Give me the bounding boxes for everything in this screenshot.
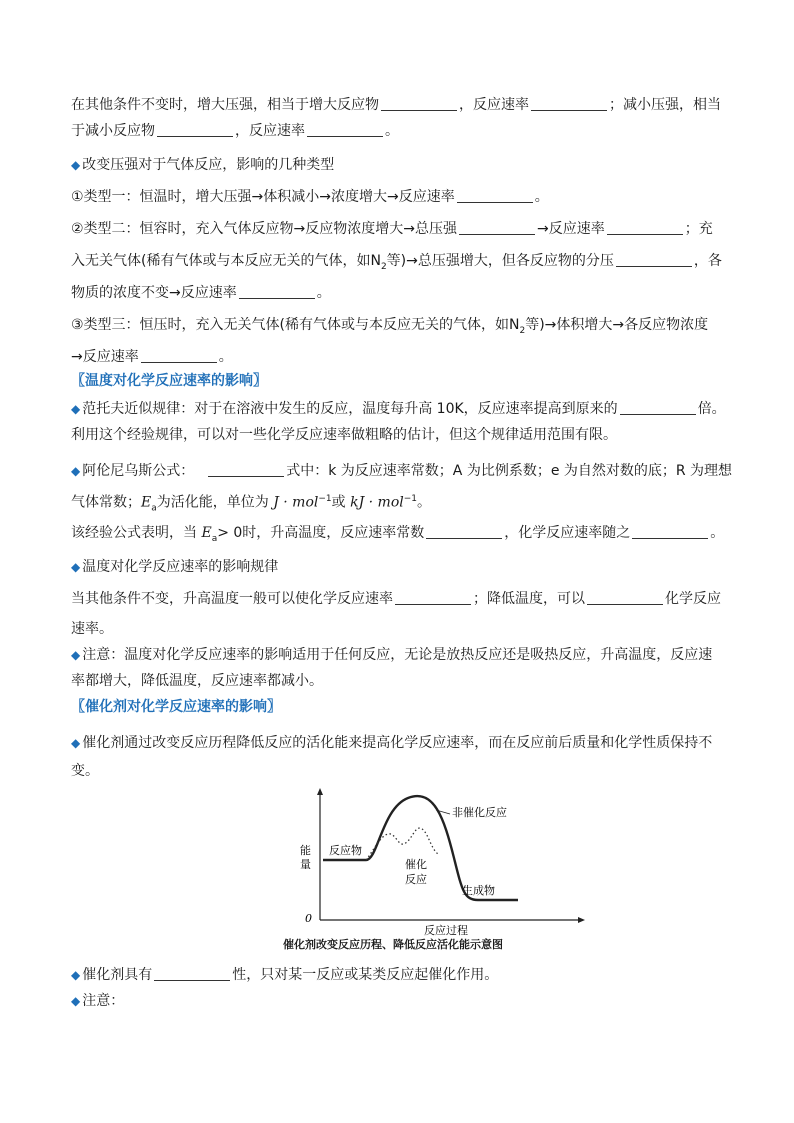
answer-blank[interactable] [607,220,683,235]
answer-blank[interactable] [157,122,233,137]
answer-blank[interactable] [239,284,315,299]
paragraph-line: 在其他条件不变时，增大压强，相当于增大反应物 ，反应速率 ；减小压强，相当 [71,97,721,113]
answer-blank[interactable] [154,966,230,981]
y-label-1: 能 [300,845,311,857]
answer-blank[interactable] [307,122,383,137]
y-label-2: 量 [300,859,311,871]
diamond-bullet-icon: ◆ [71,648,81,662]
bullet-line: ◆ 范托夫近似规律：对于在溶液中发生的反应，温度每升高 10K，反应速率提高到原来的 倍。 [71,401,726,417]
formula-blank[interactable] [208,462,284,477]
diamond-bullet-icon: ◆ [71,968,81,982]
paragraph-line: ③类型三：恒压时，充入无关气体(稀有气体或与本反应无关的气体，如$N_2$等)→体积增大→各反应物浓度 [71,317,709,336]
bullet-line: ◆ 改变压强对于气体反应，影响的几种类型 [71,157,335,173]
paragraph-line: 该经验公式表明，当 $E_a> 0$时，升高温度，反应速率常数 ，化学反应速率随之 。 [71,525,725,544]
diamond-bullet-icon: ◆ [71,464,81,478]
answer-blank[interactable] [381,96,457,111]
origin-label: 0 [305,912,312,925]
catalyzed-label-2: 反应 [405,874,427,886]
product-label: 生成物 [462,885,495,897]
reactant-label: 反应物 [329,845,362,857]
energy-profile-diagram [296,788,586,958]
paragraph-line: ②类型二：恒容时，充入气体反应物→反应物浓度增大→总压强 →反应速率 ；充 [71,221,713,237]
answer-blank[interactable] [620,400,696,415]
section-heading: 〖温度对化学反应速率的影响〗 [71,373,267,389]
section-heading: 〖催化剂对化学反应速率的影响〗 [71,699,281,715]
answer-blank[interactable] [459,220,535,235]
diamond-bullet-icon: ◆ [71,402,81,416]
answer-blank[interactable] [632,524,708,539]
bullet-line: ◆ 注意：温度对化学反应速率的影响适用于任何反应，无论是放热反应还是吸热反应，升高温度，反应速 [71,647,713,663]
answer-blank[interactable] [426,524,502,539]
paragraph-line: 变。 [71,763,99,779]
paragraph-line: 物质的浓度不变→反应速率 。 [71,285,331,301]
diagram-caption: 催化剂改变反应历程、降低反应活化能示意图 [283,938,503,951]
x-axis-arrow-icon [578,917,585,923]
paragraph-line: 速率。 [71,621,113,637]
paragraph-line: 率都增大，降低温度，反应速率都减小。 [71,673,323,689]
bullet-line: ◆ 催化剂具有 性，只对某一反应或某类反应起催化作用。 [71,967,499,983]
paragraph-line: 入无关气体(稀有气体或与本反应无关的气体，如$N_2$等)→总压强增大，但各反应物的分压 ，各 [71,253,722,272]
answer-blank[interactable] [531,96,607,111]
diamond-bullet-icon: ◆ [71,158,81,172]
paragraph-line: 于减小反应物 ，反应速率 。 [71,123,399,139]
y-axis-arrow-icon [317,788,323,795]
bullet-line: ◆ 温度对化学反应速率的影响规律 [71,559,279,575]
answer-blank[interactable] [141,348,217,363]
paragraph-line: 气体常数；$E_a$为活化能，单位为 J · mol$^{-1}$或 kJ · mol$^{-1}$。 [71,494,432,514]
paragraph-line: →反应速率 。 [71,349,233,365]
uncatalyzed-label: 非催化反应 [452,807,507,819]
diamond-bullet-icon: ◆ [71,560,81,574]
catalyzed-label-1: 催化 [405,859,427,871]
answer-blank[interactable] [616,252,692,267]
paragraph-line: 当其他条件不变，升高温度一般可以使化学反应速率 ；降低温度，可以 化学反应 [71,591,721,607]
bullet-line: ◆ 催化剂通过改变反应历程降低反应的活化能来提高化学反应速率，而在反应前后质量和化学性质保持不 [71,735,713,751]
paragraph-line: 利用这个经验规律，可以对一些化学反应速率做粗略的估计，但这个规律适用范围有限。 [71,427,617,443]
bullet-line: ◆ 阿伦尼乌斯公式： 式中：k 为反应速率常数；A 为比例系数；e 为自然对数的底；R 为理想 [71,463,733,479]
bullet-line: ◆ 注意： [71,993,125,1009]
paragraph-line: ①类型一：恒温时，增大压强→体积减小→浓度增大→反应速率 。 [71,189,549,205]
diamond-bullet-icon: ◆ [71,994,81,1008]
x-label: 反应过程 [424,925,468,937]
diamond-bullet-icon: ◆ [71,736,81,750]
answer-blank[interactable] [457,188,533,203]
answer-blank[interactable] [395,590,471,605]
answer-blank[interactable] [587,590,663,605]
